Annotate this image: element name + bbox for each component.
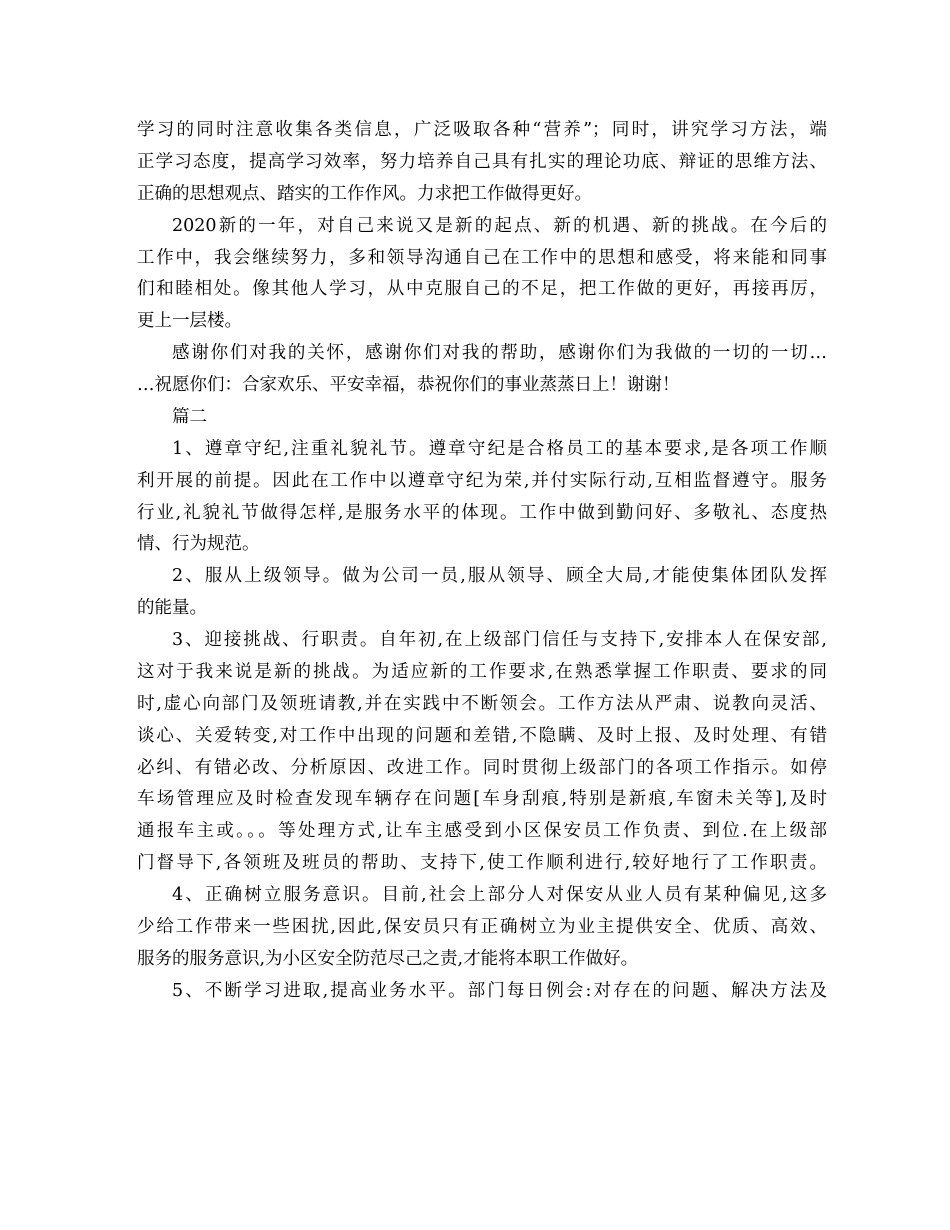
text-line: 这对于我来说是新的挑战。为适应新的工作要求,在熟悉掌握工作职责、要求的同 — [137, 661, 827, 682]
text-line: 篇二 — [172, 406, 207, 427]
text-line: 谈心、关爱转变,对工作中出现的问题和差错,不隐瞒、及时上报、及时处理、有错 — [137, 725, 827, 746]
text-line: 必纠、有错必改、分析原因、改进工作。同时贯彻上级部门的各项工作指示。如停 — [137, 757, 827, 778]
text-line: 门督导下,各领班及班员的帮助、支持下,使工作顺利进行,较好地行了工作职责。 — [137, 853, 827, 874]
text-line: 正确的思想观点、踏实的工作作风。力求把工作做得更好。 — [137, 183, 592, 204]
text-line: 4、正确树立服务意识。目前,社会上部分人对保安从业人员有某种偏见,这多 — [172, 885, 827, 905]
text-line: 2、服从上级领导。做为公司一员,服从领导、顾全大局,才能使集体团队发挥 — [172, 566, 827, 587]
text-line: 情、行为规范。 — [137, 534, 260, 555]
text-line: 5、不断学习进取,提高业务水平。部门每日例会:对存在的问题、解决方法及 — [172, 980, 827, 1001]
text-line: 2020新的一年，对自己来说又是新的起点、新的机遇、新的挑战。在今后的 — [172, 215, 827, 236]
text-line: 少给工作带来一些困扰,因此,保安员只有正确树立为业主提供安全、优质、高效、 — [137, 916, 827, 937]
text-line: 的能量。 — [137, 598, 207, 619]
document-body — [137, 115, 827, 1008]
text-line: 正学习态度，提高学习效率，努力培养自己具有扎实的理论功底、辩证的思维方法、 — [137, 151, 827, 172]
text-line: 学习的同时注意收集各类信息，广泛吸取各种“营养”；同时，讲究学习方法，端 — [137, 120, 827, 140]
text-line: 服务的服务意识,为小区安全防范尽己之责,才能将本职工作做好。 — [137, 948, 639, 969]
text-line: 工作中，我会继续努力，多和领导沟通自己在工作中的思想和感受，将来能和同事 — [137, 247, 827, 268]
text-line: 更上一层楼。 — [137, 311, 242, 332]
text-line: 1、遵章守纪,注重礼貌礼节。遵章守纪是合格员工的基本要求,是各项工作顺 — [172, 438, 827, 459]
text-line: 3、迎接挑战、行职责。自年初,在上级部门信任与支持下,安排本人在保安部, — [172, 630, 827, 650]
text-line: 时,虚心向部门及领班请教,并在实践中不断领会。工作方法从严肃、说教向灵活、 — [137, 693, 827, 714]
text-line: 通报车主或。。。等处理方式,让车主感受到小区保安员工作负责、到位.在上级部 — [137, 821, 827, 842]
text-line: 们和睦相处。像其他人学习，从中克服自己的不足，把工作做的更好，再接再厉， — [137, 279, 827, 300]
text-line: 感谢你们对我的关怀，感谢你们对我的帮助，感谢你们为我做的一切的一切… — [172, 343, 827, 364]
text-line: …祝愿你们：合家欢乐、平安幸福，恭祝你们的事业蒸蒸日上！谢谢！ — [137, 375, 680, 395]
text-line: 行业,礼貌礼节做得怎样,是服务水平的体现。工作中做到勤问好、多敬礼、态度热 — [137, 502, 827, 523]
text-line: 利开展的前提。因此在工作中以遵章守纪为荣,并付实际行动,互相监督遵守。服务 — [137, 470, 827, 491]
text-line: 车场管理应及时检查发现车辆存在问题[车身刮痕,特别是新痕,车窗未关等],及时 — [137, 789, 827, 810]
